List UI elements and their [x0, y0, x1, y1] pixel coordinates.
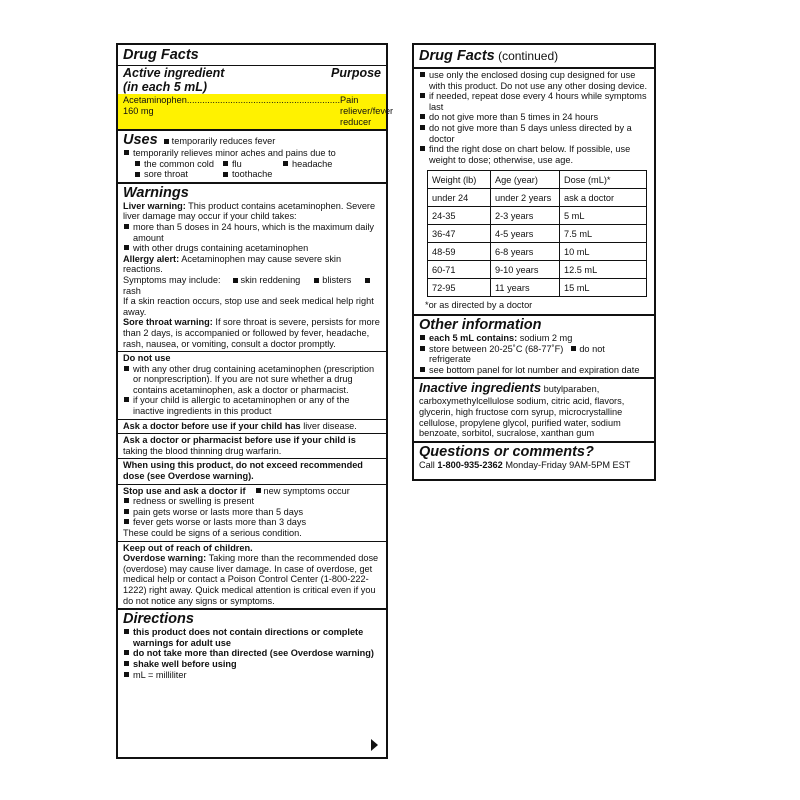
do-not-use-heading: Do not use: [123, 353, 171, 364]
stop-use-item: redness or swelling is present: [133, 496, 255, 507]
ask-pharmacist-label: Ask a doctor or pharmacist before use if your child is: [123, 435, 356, 446]
ask-pharmacist-text: taking the blood thinning drug warfarin.: [123, 445, 282, 456]
questions-heading: Questions or comments?: [419, 443, 594, 460]
warnings-section: [118, 184, 386, 352]
overdose-text: Taking more than the recommended dose (overdose) may cause liver damage. In case of overdose, get medical help or contact a Poison Control Center (1-800-222-1222) right away. Quick medical attention is critical even if you do not notice any signs or symptoms.: [123, 553, 379, 606]
liver-bullet: more than 5 doses in 24 hours, which is the maximum daily amount: [133, 221, 375, 243]
dosing-table: [427, 170, 647, 297]
table-row: [428, 225, 647, 243]
directions-heading: Directions: [123, 611, 194, 628]
table-row: [428, 279, 647, 297]
uses-subitem: toothache: [232, 169, 273, 180]
table-cell: 72-95: [428, 279, 491, 297]
other-info-text: see bottom panel for lot number and expiration date: [429, 364, 640, 375]
do-not-use-section: [118, 352, 386, 420]
drug-facts-continued-panel: [412, 43, 656, 481]
phone-number: 1-800-935-2362: [437, 459, 503, 470]
call-label: Call: [419, 459, 438, 470]
table-cell: 2-3 years: [491, 207, 560, 225]
stop-use-item: new symptoms occur: [263, 485, 350, 496]
directions-continued-section: [414, 69, 654, 316]
allergy-alert-label: Allergy alert:: [123, 253, 180, 264]
directions-bullet: shake well before using: [133, 658, 237, 669]
overdose-label: Overdose warning:: [123, 553, 207, 564]
table-cell: 12.5 mL: [560, 261, 647, 279]
directions-bullet: mL = milliliter: [133, 669, 187, 680]
table-header-cell: Weight (lb): [428, 171, 491, 189]
symptom-item: rash: [123, 285, 141, 296]
uses-section: [118, 131, 386, 184]
ask-pharmacist-section: [118, 434, 386, 459]
uses-item: temporarily reduces fever: [171, 136, 276, 146]
other-information-heading: Other information: [419, 316, 542, 333]
table-cell: 60-71: [428, 261, 491, 279]
keep-out-text: Keep out of reach of children.: [123, 542, 253, 553]
directions-bullet: use only the enclosed dosing cup designed for use with this product. Do not use any other dosing device.: [429, 70, 648, 91]
table-row: [428, 261, 647, 279]
ask-doctor-label: Ask a doctor before use if your child has: [123, 420, 301, 431]
skin-reaction-text: If a skin reaction occurs, stop use and seek medical help right away.: [123, 296, 374, 317]
continued-header: [414, 45, 654, 69]
questions-section: [414, 443, 654, 473]
warnings-heading: Warnings: [123, 184, 189, 201]
active-ingredient-row: [118, 94, 394, 131]
uses-subitem: headache: [292, 158, 333, 169]
stop-use-label: Stop use and ask a doctor if: [123, 485, 246, 496]
table-header-cell: Age (year): [491, 171, 560, 189]
ask-doctor-liver-section: [118, 420, 386, 435]
table-cell: 10 mL: [560, 243, 647, 261]
table-cell: 6-8 years: [491, 243, 560, 261]
symptoms-label: Symptoms may include:: [123, 274, 221, 285]
active-ingredient-subheading: (in each 5 mL): [123, 79, 208, 94]
table-footnote: *or as directed by a doctor: [425, 300, 533, 311]
table-cell: 36-47: [428, 225, 491, 243]
purpose-heading: Purpose: [330, 66, 381, 80]
call-hours: Monday-Friday 9AM-5PM EST: [502, 459, 631, 470]
other-information-section: [414, 316, 654, 379]
table-row: [428, 189, 647, 207]
drug-facts-panel: [116, 43, 394, 759]
stop-use-item: fever gets worse or lasts more than 3 days: [133, 517, 307, 528]
uses-subitem: flu: [232, 158, 242, 169]
table-cell: 24-35: [428, 207, 491, 225]
keep-out-section: [118, 542, 386, 611]
directions-bullet: find the right dose on chart below. If possible, use weight to dose; otherwise, use age.: [429, 144, 631, 165]
ask-doctor-text: liver disease.: [300, 420, 357, 431]
allergy-alert-text: Acetaminophen may cause severe skin reactions.: [123, 253, 342, 275]
inactive-ingredients-text: butylparaben, carboxymethylcellulose sodium, citric acid, flavors, glycerin, high fructose corn syrup, microcrystalline cellulose, propylene glycol, purified water, sodium benzoate, sorbitol, sucralose, xanthan gum: [419, 384, 625, 439]
table-cell: 7.5 mL: [560, 225, 647, 243]
do-not-use-bullet: if your child is allergic to acetaminophen or any of the inactive ingredients in this product: [133, 395, 350, 417]
table-row: [428, 243, 647, 261]
panel-title: Drug Facts: [419, 48, 495, 64]
active-ingredient: Acetaminophen 160 mg: [123, 95, 187, 116]
directions-bullet: do not take more than directed (see Overdose warning): [133, 648, 374, 659]
other-info-label: each 5 mL contains:: [429, 332, 518, 343]
table-cell: under 24: [428, 189, 491, 207]
liver-bullet: with other drugs containing acetaminophen: [133, 243, 309, 254]
liver-warning-label: Liver warning:: [123, 200, 186, 211]
table-cell: 4-5 years: [491, 225, 560, 243]
directions-section: [118, 610, 386, 682]
when-using-text: When using this product, do not exceed recommended dose (see Overdose warning).: [123, 460, 363, 482]
dosing-table-header: [428, 171, 647, 189]
directions-bullet: do not give more than 5 days unless directed by a doctor: [429, 122, 632, 144]
table-cell: 9-10 years: [491, 261, 560, 279]
leader-dots: ............................................................: [186, 95, 341, 105]
symptom-item: blisters: [322, 274, 352, 285]
other-info-text: store between 20-25˚C (68-77˚F): [429, 343, 564, 354]
table-cell: under 2 years: [491, 189, 560, 207]
table-header-cell: Dose (mL)*: [560, 171, 647, 189]
panel-title-continued: (continued): [494, 49, 559, 63]
inactive-ingredients-section: [414, 379, 654, 442]
directions-bullet: if needed, repeat dose every 4 hours while symptoms last: [429, 91, 647, 112]
liver-warning-text: This product contains acetaminophen. Severe liver damage may occur if your child takes:: [123, 200, 376, 222]
table-cell: 11 years: [491, 279, 560, 297]
uses-subitem: sore throat: [144, 169, 188, 180]
inactive-ingredients-heading: Inactive ingredients: [419, 380, 542, 396]
stop-use-item: pain gets worse or lasts more than 5 days: [133, 506, 304, 517]
sore-throat-label: Sore throat warning:: [123, 317, 213, 328]
stop-use-section: [118, 485, 386, 542]
other-info-text: sodium 2 mg: [517, 332, 573, 343]
sore-throat-text: If sore throat is severe, persists for more than 2 days, is accompanied or followed by fever, headache, rash, nausea, or vomiting, consult a doctor promptly.: [123, 317, 380, 349]
table-cell: 48-59: [428, 243, 491, 261]
table-cell: ask a doctor: [560, 189, 647, 207]
panel-title: Drug Facts: [123, 47, 199, 63]
uses-subitem: the common cold: [144, 158, 214, 169]
continue-arrow-icon: [371, 739, 378, 751]
active-ingredient-heading: Active ingredient: [123, 66, 225, 80]
directions-bullet: do not give more than 5 times in 24 hours: [429, 112, 599, 123]
uses-item: temporarily relieves minor aches and pains due to: [133, 148, 336, 158]
do-not-use-bullet: with any other drug containing acetaminophen (prescription or nonprescription). If you are not sure whether a drug contains acetaminophen, ask a doctor or pharmacist.: [133, 363, 375, 395]
table-cell: 15 mL: [560, 279, 647, 297]
drug-facts-header: [118, 45, 386, 66]
table-row: [428, 207, 647, 225]
stop-use-note: These could be signs of a serious condition.: [123, 528, 302, 538]
symptom-item: skin reddening: [240, 274, 301, 285]
uses-heading: Uses: [123, 132, 158, 148]
active-ingredient-section: [118, 66, 386, 94]
when-using-section: [118, 459, 386, 484]
directions-bullet: this product does not contain directions or complete warnings for adult use: [133, 627, 364, 648]
purpose: Pain reliever/fever reducer: [340, 95, 394, 127]
table-cell: 5 mL: [560, 207, 647, 225]
other-info-text: do not refrigerate: [429, 343, 605, 365]
